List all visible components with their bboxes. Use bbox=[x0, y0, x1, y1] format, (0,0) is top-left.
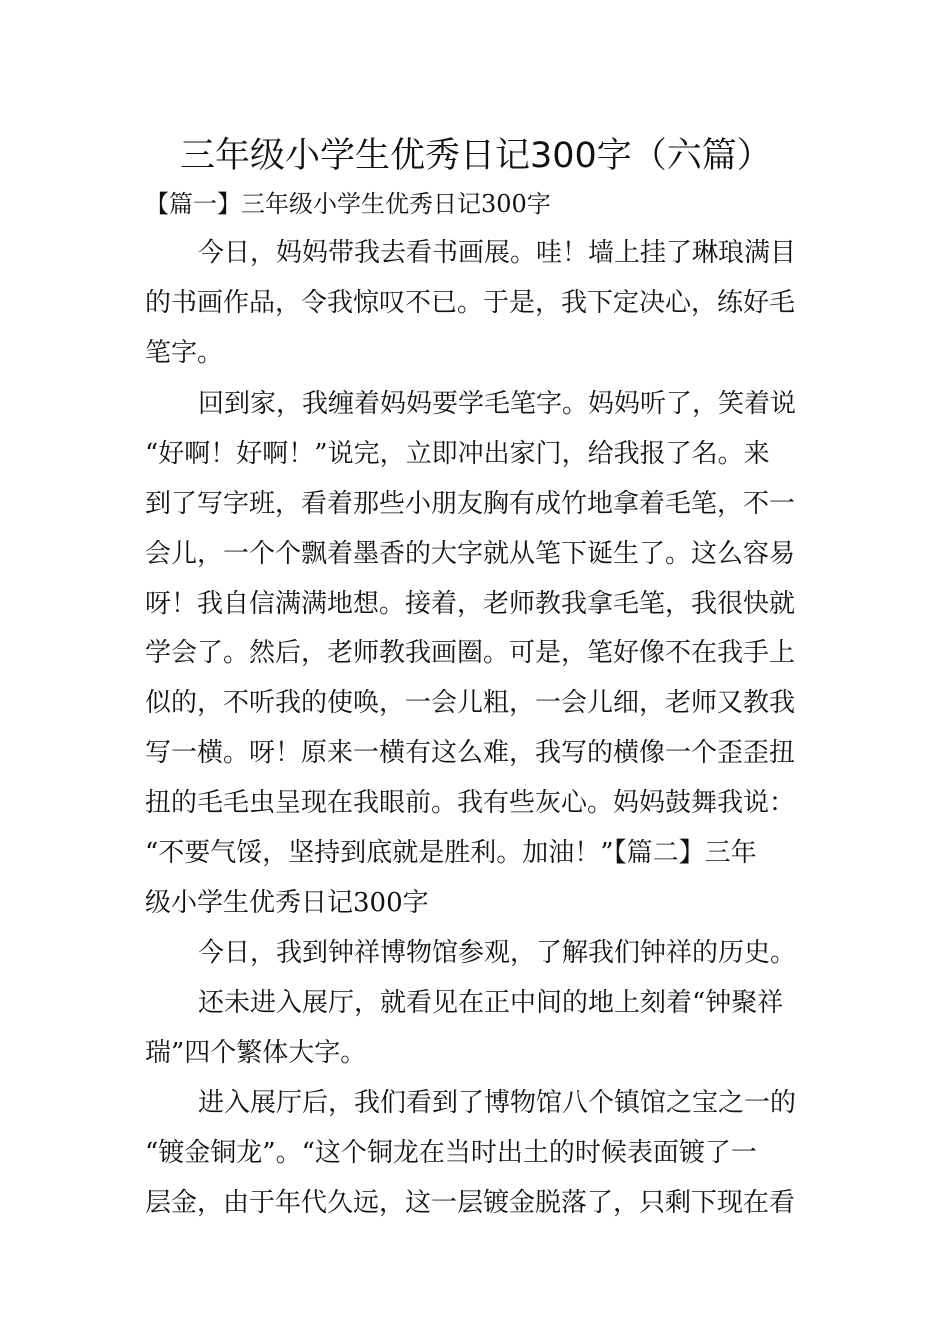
paragraph-line: 回到家，我缠着妈妈要学毛笔字。妈妈听了，笑着说 bbox=[198, 389, 797, 419]
paragraph-line: 似的，不听我的使唤，一会儿粗，一会儿细，老师又教我 bbox=[145, 688, 796, 718]
paragraph-line: 今日，我到钟祥博物馆参观，了解我们钟祥的历史。 bbox=[198, 938, 797, 968]
paragraph-line: 呀！我自信满满地想。接着，老师教我拿毛笔，我很快就 bbox=[145, 589, 796, 619]
paragraph-line: “不要气馁，坚持到底就是胜利。加油！”【篇二】三年 bbox=[145, 838, 757, 868]
section-heading: 【篇一】三年级小学生优秀日记300字 bbox=[145, 190, 551, 218]
paragraph-line: 级小学生优秀日记300字 bbox=[145, 888, 429, 918]
paragraph-line: 到了写字班，看着那些小朋友胸有成竹地拿着毛笔，不一 bbox=[145, 489, 796, 519]
paragraph-line: “镀金铜龙”。“这个铜龙在当时出土的时候表面镀了一 bbox=[145, 1138, 757, 1168]
paragraph-line: 的书画作品，令我惊叹不已。于是，我下定决心，练好毛 bbox=[145, 288, 796, 318]
paragraph-line: 写一横。呀！原来一横有这么难，我写的横像一个歪歪扭 bbox=[145, 738, 796, 768]
paragraph-line: “好啊！好啊！”说完，立即冲出家门，给我报了名。来 bbox=[145, 439, 770, 469]
paragraph-line: 今日，妈妈带我去看书画展。哇！墙上挂了琳琅满目 bbox=[198, 238, 797, 268]
paragraph-line: 会儿，一个个飘着墨香的大字就从笔下诞生了。这么容易 bbox=[145, 539, 796, 569]
paragraph-line: 进入展厅后，我们看到了博物馆八个镇馆之宝之一的 bbox=[198, 1088, 797, 1118]
paragraph-line: 扭的毛毛虫呈现在我眼前。我有些灰心。妈妈鼓舞我说： bbox=[145, 788, 796, 818]
paragraph-line: 还未进入展厅，就看见在正中间的地上刻着“钟聚祥 bbox=[198, 988, 784, 1018]
paragraph-line: 层金，由于年代久远，这一层镀金脱落了，只剩下现在看 bbox=[145, 1188, 796, 1218]
paragraph-line: 学会了。然后，老师教我画圈。可是，笔好像不在我手上 bbox=[145, 638, 796, 668]
paragraph-line: 瑞”四个繁体大字。 bbox=[145, 1038, 367, 1068]
document-title: 三年级小学生优秀日记300字（六篇） bbox=[180, 136, 772, 176]
paragraph-line: 笔字。 bbox=[145, 338, 224, 368]
